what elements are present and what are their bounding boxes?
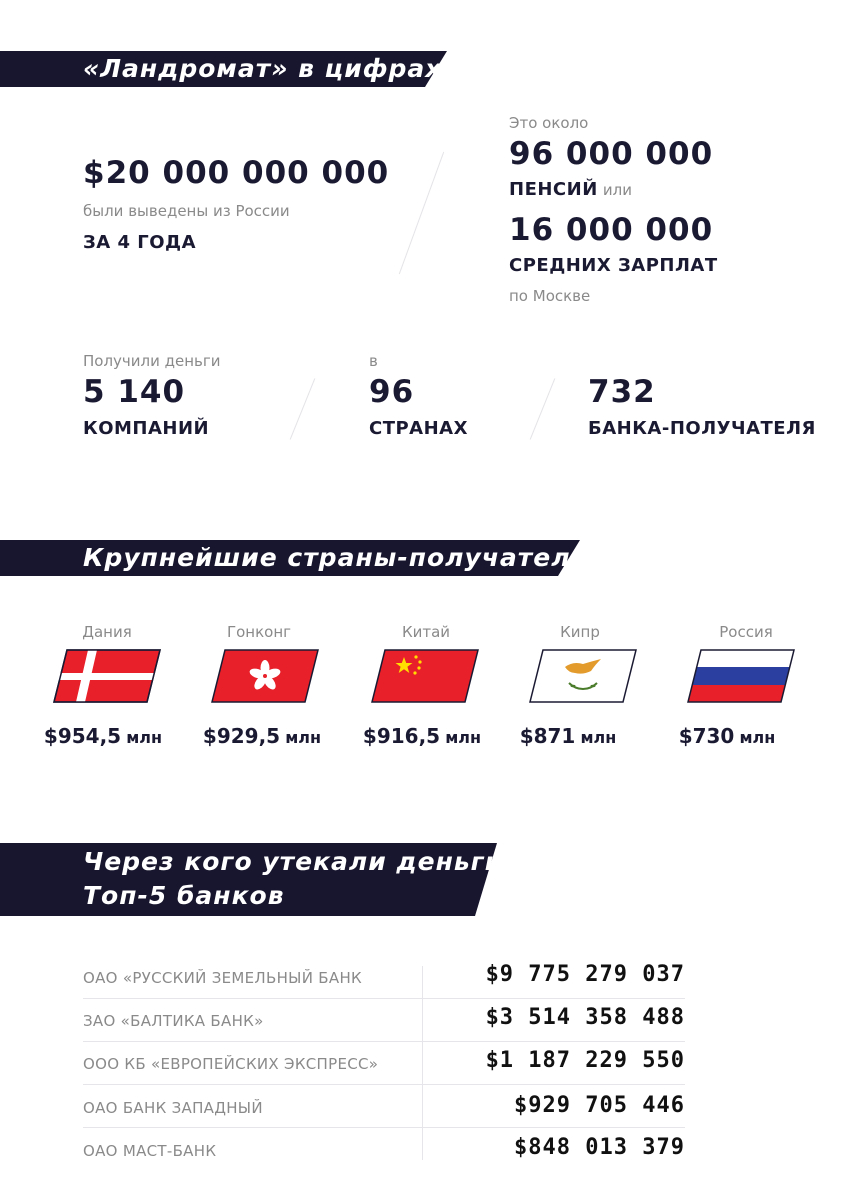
or-word: или	[602, 181, 632, 199]
denmark-flag-icon	[53, 649, 161, 703]
hongkong-flag-icon	[211, 649, 319, 703]
bank-amount: $1 187 229 550	[485, 1048, 685, 1073]
bank-name: ОАО «РУССКИЙ ЗЕМЕЛЬНЫЙ БАНК	[83, 969, 362, 987]
country-amount	[182, 724, 342, 748]
country-amount	[342, 724, 502, 748]
stat-countries-label: СТРАНАХ	[369, 418, 468, 439]
bank-amount: $9 775 279 037	[485, 962, 685, 987]
section-title-banks-line1: Через кого утекали деньги.	[83, 847, 514, 876]
bank-name: ЗАО «БАЛТИКА БАНК»	[83, 1012, 264, 1030]
divider	[399, 152, 444, 275]
divider	[530, 378, 556, 440]
country-amount	[488, 724, 648, 748]
amount-value: $916,5	[362, 724, 441, 748]
pensions-value: 96 000 000	[509, 136, 714, 172]
stat-companies-label: КОМПАНИЙ	[83, 418, 210, 439]
amount-unit: млн	[580, 728, 617, 747]
amount-value: $929,5	[202, 724, 281, 748]
country-name: Китай	[401, 623, 451, 641]
section-title-banks-line2: Топ-5 банков	[83, 881, 285, 910]
stat-banks-value: 732	[588, 374, 656, 410]
country-name: Гонконг	[226, 623, 292, 641]
stat-countries-pre: в	[369, 352, 378, 370]
bank-name: ОАО МАСТ-БАНК	[83, 1142, 217, 1160]
amount-unit: млн	[285, 728, 322, 747]
bank-name: ОАО БАНК ЗАПАДНЫЙ	[83, 1099, 263, 1117]
salaries-label: СРЕДНИХ ЗАРПЛАТ	[509, 255, 718, 276]
country-name: Дания	[82, 623, 132, 641]
pensions-line	[509, 179, 632, 200]
china-flag-icon	[371, 649, 479, 703]
stat-banks-label: БАНКА-ПОЛУЧАТЕЛЯ	[588, 418, 816, 439]
amount-value: $954,5	[43, 724, 122, 748]
country-amount	[647, 724, 807, 748]
equiv-intro: Это около	[509, 114, 589, 132]
bank-amount: $929 705 446	[514, 1093, 685, 1118]
salaries-value: 16 000 000	[509, 212, 714, 248]
cyprus-flag-icon	[529, 649, 637, 703]
table-row-divider	[83, 1127, 685, 1128]
stat-companies-value: 5 140	[83, 374, 186, 410]
table-row-divider	[83, 1084, 685, 1085]
russia-flag-icon	[687, 649, 795, 703]
section-title-countries: Крупнейшие страны-получатели	[83, 543, 590, 572]
stat-countries-value: 96	[369, 374, 415, 410]
table-column-divider	[422, 966, 423, 1160]
amount-value: $730	[678, 724, 735, 748]
bank-name: ООО КБ «ЕВРОПЕЙСКИХ ЭКСПРЕСС»	[83, 1055, 379, 1073]
total-period: ЗА 4 ГОДА	[83, 232, 197, 253]
salaries-note: по Москве	[509, 287, 591, 305]
table-row-divider	[83, 1041, 685, 1042]
table-row-divider	[83, 998, 685, 999]
country-name: Кипр	[560, 623, 600, 641]
pensions-label: ПЕНСИЙ	[509, 179, 598, 200]
total-description: были выведены из России	[83, 202, 290, 220]
total-amount: $20 000 000 000	[83, 155, 390, 191]
amount-unit: млн	[445, 728, 482, 747]
country-amount	[23, 724, 183, 748]
bank-amount: $3 514 358 488	[485, 1005, 685, 1030]
section-title-numbers: «Ландромат» в цифрах	[83, 54, 443, 83]
bank-amount: $848 013 379	[514, 1135, 685, 1160]
amount-value: $871	[519, 724, 576, 748]
country-name: Россия	[719, 623, 773, 641]
stat-companies-pre: Получили деньги	[83, 352, 221, 370]
amount-unit: млн	[126, 728, 163, 747]
amount-unit: млн	[739, 728, 776, 747]
divider	[290, 378, 316, 440]
